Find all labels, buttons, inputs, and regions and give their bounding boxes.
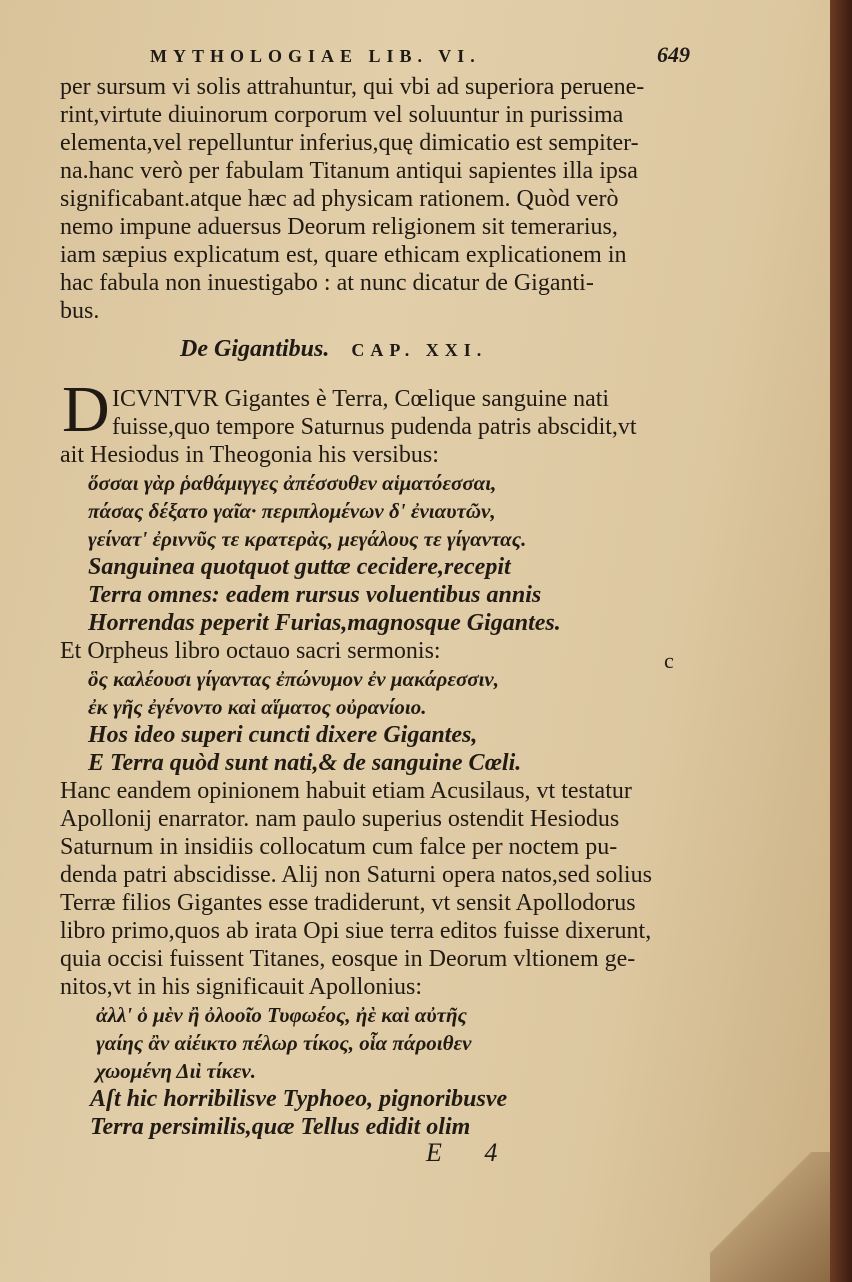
latin-verse-line: Sanguinea quotquot guttæ cecidere,recepit — [88, 554, 511, 580]
chapter-heading — [180, 336, 487, 363]
text-line: ICVNTVR Gigantes è Terra, Cœlique sanguine nati — [112, 386, 610, 412]
drop-capital: D — [62, 373, 110, 446]
greek-verse-line: ἐκ γῆς ἐγένοντο καὶ αἵματος οὐρανίοιο. — [88, 695, 427, 719]
book-spine — [830, 0, 852, 1282]
latin-verse-line: Terra persimilis,quæ Tellus edidit olim — [90, 1114, 471, 1140]
greek-verse-line: γείνατ' ἐριννῦς τε κρατερὰς, μεγάλους τε γίγαντας. — [88, 527, 527, 551]
page-number: 649 — [657, 42, 690, 67]
text-line: rint,virtute diuinorum corporum vel soluuntur in purissima — [60, 102, 624, 128]
text-line: nitos,vt in his significauit Apollonius: — [60, 974, 423, 1000]
text-line: na.hanc verò per fabulam Titanum antiqui sapientes illa ipsa — [60, 158, 638, 184]
text-line: hac fabula non inuestigabo : at nunc dicatur de Giganti- — [60, 270, 594, 296]
text-line: significabant.atque hæc ad physicam rationem. Quòd verò — [60, 186, 619, 212]
text-line: denda patri abscidisse. Alij non Saturni opera natos,sed solius — [60, 862, 652, 888]
latin-verse-line: Horrendas peperit Furias,magnosque Gigantes. — [88, 610, 561, 636]
text-line: bus. — [60, 298, 100, 324]
text-line: Apollonij enarrator. nam paulo superius ostendit Hesiodus — [60, 806, 620, 832]
page-corner-shadow — [710, 1152, 830, 1282]
greek-verse-line: ὃς καλέουσι γίγαντας ἐπώνυμον ἐν μακάρεσσιν, — [88, 667, 499, 691]
margin-mark: c — [664, 648, 674, 673]
latin-verse-line: Terra omnes: eadem rursus voluentibus annis — [88, 582, 542, 608]
greek-verse-line: ἀλλ' ὁ μὲν ἢ ὀλοοῖο Τυφωέος, ἠὲ καὶ αὐτῆς — [96, 1003, 467, 1027]
greek-verse-line: γαίης ἂν αἰέικτο πέλωρ τίκος, οἷα πάροιθεν — [96, 1031, 472, 1055]
running-title: MYTHOLOGIAE LIB. VI. — [150, 46, 481, 66]
text-line: iam sæpius explicatum est, quare ethicam explicationem in — [60, 242, 627, 268]
text-line: libro primo,quos ab irata Opi siue terra editos fuisse dixerunt, — [60, 918, 652, 944]
latin-verse-line: E Terra quòd sunt nati,& de sanguine Cœli. — [88, 750, 522, 776]
greek-verse-line: πάσας δέξατο γαῖα· περιπλομένων δ' ἐνιαυτῶν, — [88, 499, 496, 523]
text-line: fuisse,quo tempore Saturnus pudenda patris abscidit,vt — [112, 414, 637, 440]
latin-verse-line: Aſt hic horribilisve Typhoeo, pignoribusve — [90, 1086, 508, 1112]
greek-verse-line: χωομένη Διὶ τίκεν. — [96, 1059, 256, 1083]
text-line: quia occisi fuissent Titanes, eosque in Deorum vltionem ge- — [60, 946, 636, 972]
text-line: Et Orpheus libro octauo sacri sermonis: — [60, 638, 441, 664]
text-line: Terræ filios Gigantes esse tradiderunt, vt sensit Apollodorus — [60, 890, 636, 916]
chapter-number: CAP. XXI. — [351, 340, 488, 360]
text-line: nemo impune aduersus Deorum religionem sit temerarius, — [60, 214, 618, 240]
text-line: elementa,vel repelluntur inferius,quę dimicatio est sempiter- — [60, 130, 639, 156]
latin-verse-line: Hos ideo superi cuncti dixere Gigantes, — [88, 722, 478, 748]
chapter-title: De Gigantibus. — [180, 336, 330, 362]
text-line: Saturnum in insidiis collocatum cum falce per noctem pu- — [60, 834, 618, 860]
signature-mark: E 4 — [426, 1138, 516, 1167]
greek-verse-line: ὅσσαι γὰρ ῥαθάμιγγες ἀπέσσυθεν αἱματόεσσαι, — [88, 471, 497, 495]
running-head — [150, 42, 690, 67]
text-line: per sursum vi solis attrahuntur, qui vbi ad superiora peruene- — [60, 74, 645, 100]
text-line: ait Hesiodus in Theogonia his versibus: — [60, 442, 439, 468]
text-line: Hanc eandem opinionem habuit etiam Acusilaus, vt testatur — [60, 778, 632, 804]
